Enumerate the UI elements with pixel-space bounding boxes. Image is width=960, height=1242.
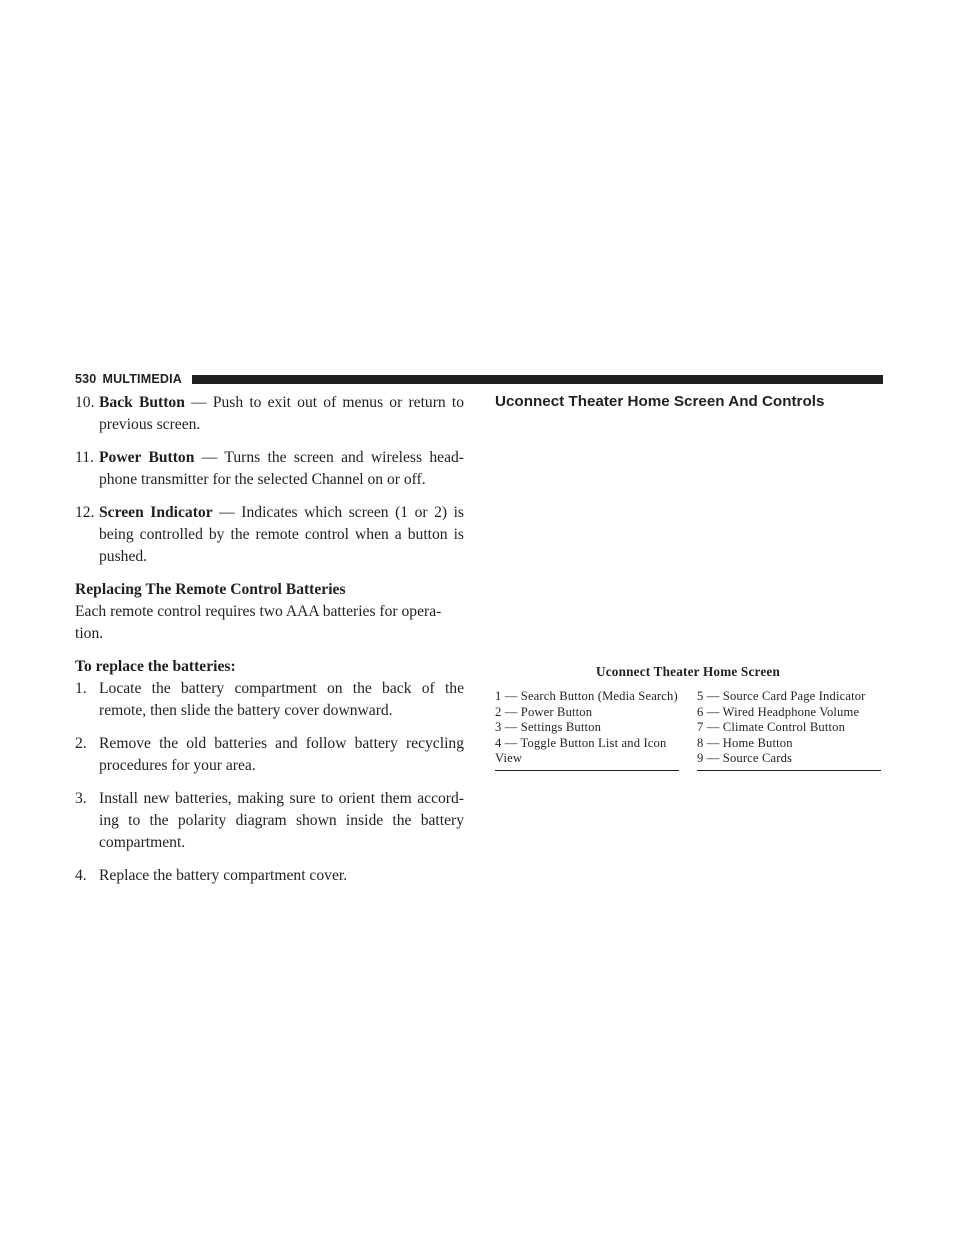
item-term: Power Button	[99, 449, 195, 466]
header-rule	[192, 375, 883, 384]
step-number: 2.	[75, 735, 87, 752]
item-description: — Indicates which screen (1 or 2) is being controlled by the remote control when a button is pushed.	[99, 504, 464, 565]
legend-item: 2 — Power Button	[495, 704, 593, 719]
legend-item: 3 — Settings Button	[495, 720, 602, 735]
step-text: Locate the battery compartment on the back of the remote, then slide the battery cover downward.	[99, 680, 464, 719]
section-title: MULTIMEDIA	[102, 372, 183, 386]
legend-column-1	[495, 689, 679, 771]
item-number: 12.	[75, 504, 95, 521]
step-number: 4.	[75, 867, 87, 884]
step-text: Replace the battery compartment cover.	[99, 867, 348, 884]
item-number: 11.	[75, 449, 94, 466]
item-number: 10.	[75, 394, 95, 411]
item-description: — Push to exit out of menus or return to previous screen.	[99, 394, 464, 433]
step-item	[75, 788, 464, 854]
legend-column-2	[697, 689, 881, 771]
step-number: 1.	[75, 680, 87, 697]
item-term: Screen Indicator	[99, 504, 213, 521]
step-number: 3.	[75, 790, 87, 807]
legend-item: 8 — Home Button	[697, 735, 793, 750]
legend-rule	[697, 770, 881, 772]
step-text: Install new batteries, making sure to orient them accord-ing to the polarity diagram shown inside the battery compartment.	[99, 790, 464, 851]
section-subheading: Replacing The Remote Control Batteries	[75, 581, 346, 598]
legend-item: 5 — Source Card Page Indicator	[697, 689, 866, 703]
step-item	[75, 733, 464, 777]
page-header	[75, 372, 883, 386]
page-number: 530	[75, 372, 97, 386]
legend-item: 7 — Climate Control Button	[697, 720, 846, 735]
step-item	[75, 678, 464, 722]
steps-label: To replace the batteries:	[75, 658, 236, 675]
list-item	[75, 392, 464, 436]
left-column	[75, 392, 464, 898]
legend-item: 9 — Source Cards	[697, 751, 793, 766]
item-description: — Turns the screen and wireless head-phone transmitter for the selected Channel on or off.	[99, 449, 464, 488]
legend-item: 4 — Toggle Button List and Icon View	[495, 735, 667, 766]
page-label	[75, 372, 182, 386]
legend-rule	[495, 770, 679, 772]
body-paragraph: Each remote control requires two AAA batteries for opera-tion.	[75, 603, 442, 642]
legend-item: 6 — Wired Headphone Volume	[697, 704, 860, 719]
step-text: Remove the old batteries and follow battery recycling procedures for your area.	[99, 735, 464, 774]
section-title-right: Uconnect Theater Home Screen And Controls	[495, 393, 825, 410]
figure-caption: Uconnect Theater Home Screen	[596, 664, 780, 679]
step-item	[75, 865, 464, 887]
item-term: Back Button	[99, 394, 185, 411]
legend-item: 1 — Search Button (Media Search)	[495, 689, 678, 703]
list-item	[75, 502, 464, 568]
list-item	[75, 447, 464, 491]
